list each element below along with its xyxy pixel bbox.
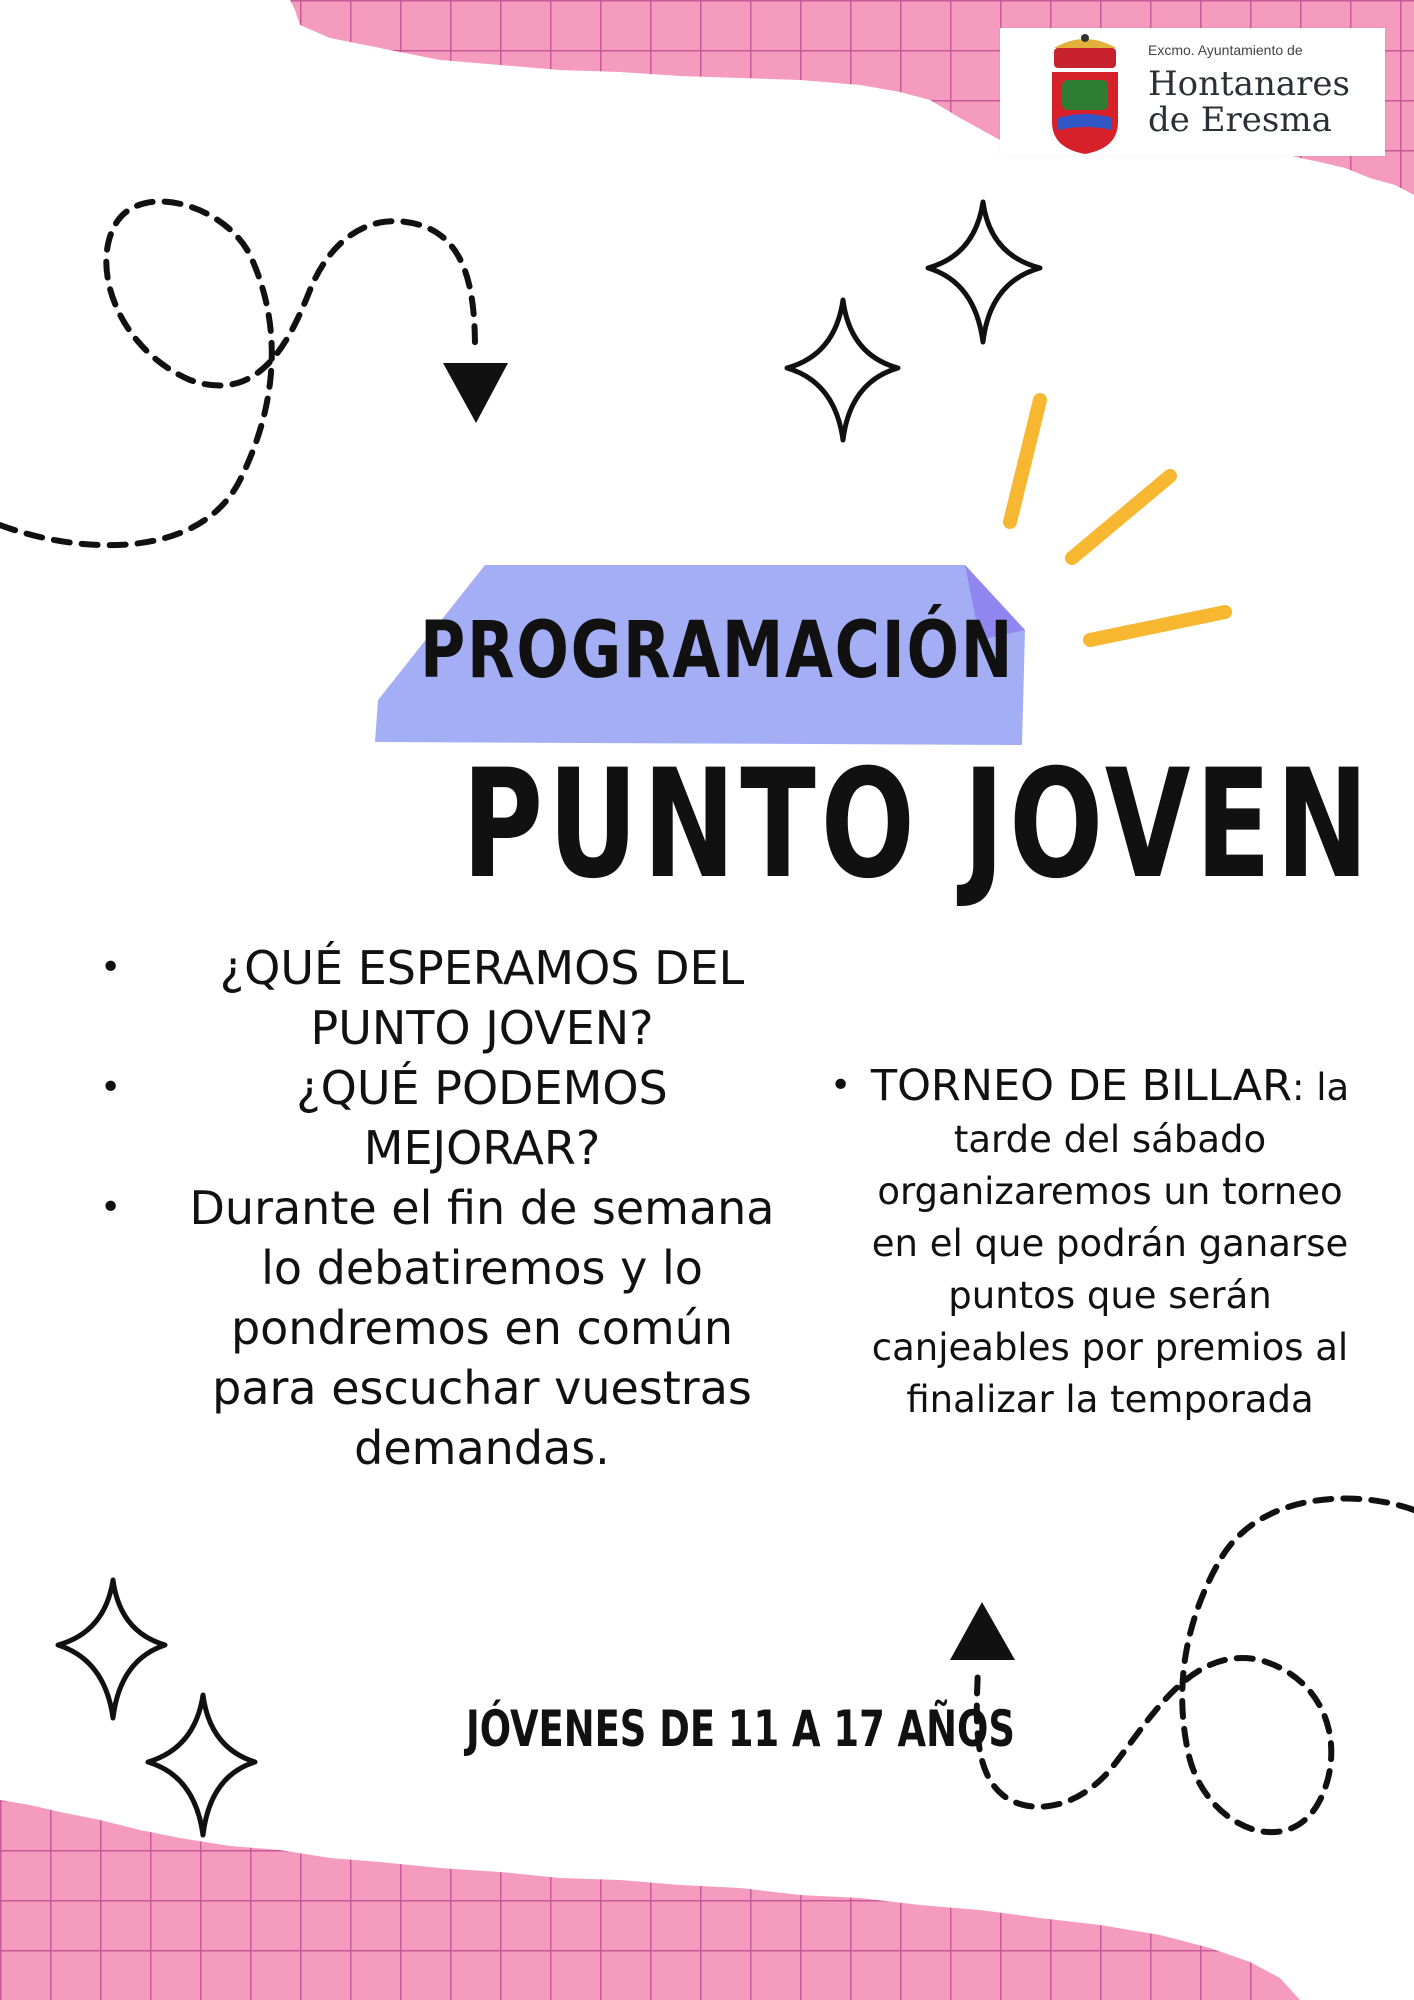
yellow-stroke-1: [1010, 400, 1040, 522]
title-punto-joven: PUNTO JOVEN: [462, 738, 1374, 912]
tournament-body: : la tarde del sábado organizaremos un torneo en el que podrán ganarse puntos que serán canjeables por premios al finalizar la temporada: [871, 1066, 1350, 1421]
title-programacion: PROGRAMACIÓN: [420, 606, 1015, 696]
arrow-head-down: [443, 363, 508, 423]
logo-name-line1: Hontanares: [1148, 64, 1350, 104]
list-item-text: Durante el fin de semana lo debatiremos y lo pondremos en común para escuchar vuestras demandas.: [189, 1181, 775, 1475]
logo-subtitle: Excmo. Ayuntamiento de: [1148, 42, 1303, 58]
sparkle-star-4: [148, 1695, 255, 1835]
arrow-head-up: [950, 1602, 1015, 1660]
dashed-arrow-top: [0, 202, 475, 546]
bottom-torn-paper: [0, 1800, 1300, 2000]
sparkle-star-1: [928, 202, 1040, 342]
list-item-text: ¿QUÉ ESPERAMOS DEL PUNTO JOVEN?: [219, 941, 745, 1055]
yellow-stroke-2: [1072, 476, 1170, 558]
list-item: [92, 1178, 792, 1478]
tournament-heading: TORNEO DE BILLAR: [870, 1061, 1292, 1111]
sparkle-star-3: [58, 1580, 165, 1718]
bullet-icon: •: [100, 1067, 122, 1108]
list-item: [830, 1060, 1350, 1426]
list-item-text: ¿QUÉ PODEMOS MEJORAR?: [296, 1061, 668, 1175]
yellow-stroke-3: [1090, 612, 1225, 640]
dashed-arrow-bottom: [977, 1498, 1414, 1832]
audience-label: JÓVENES DE 11 A 17 AÑOS: [466, 1700, 1015, 1758]
logo-name-line2: de Eresma: [1148, 100, 1332, 140]
list-item: [92, 1058, 792, 1178]
municipal-logo: [1000, 28, 1385, 156]
coat-of-arms-icon: [1040, 30, 1130, 155]
bullet-icon: •: [830, 1065, 852, 1106]
list-item: [92, 938, 792, 1058]
left-column: [92, 938, 792, 1478]
sparkle-star-2: [787, 300, 898, 440]
bullet-icon: •: [100, 1187, 122, 1228]
right-column: [830, 1060, 1350, 1426]
bullet-icon: •: [100, 947, 122, 988]
